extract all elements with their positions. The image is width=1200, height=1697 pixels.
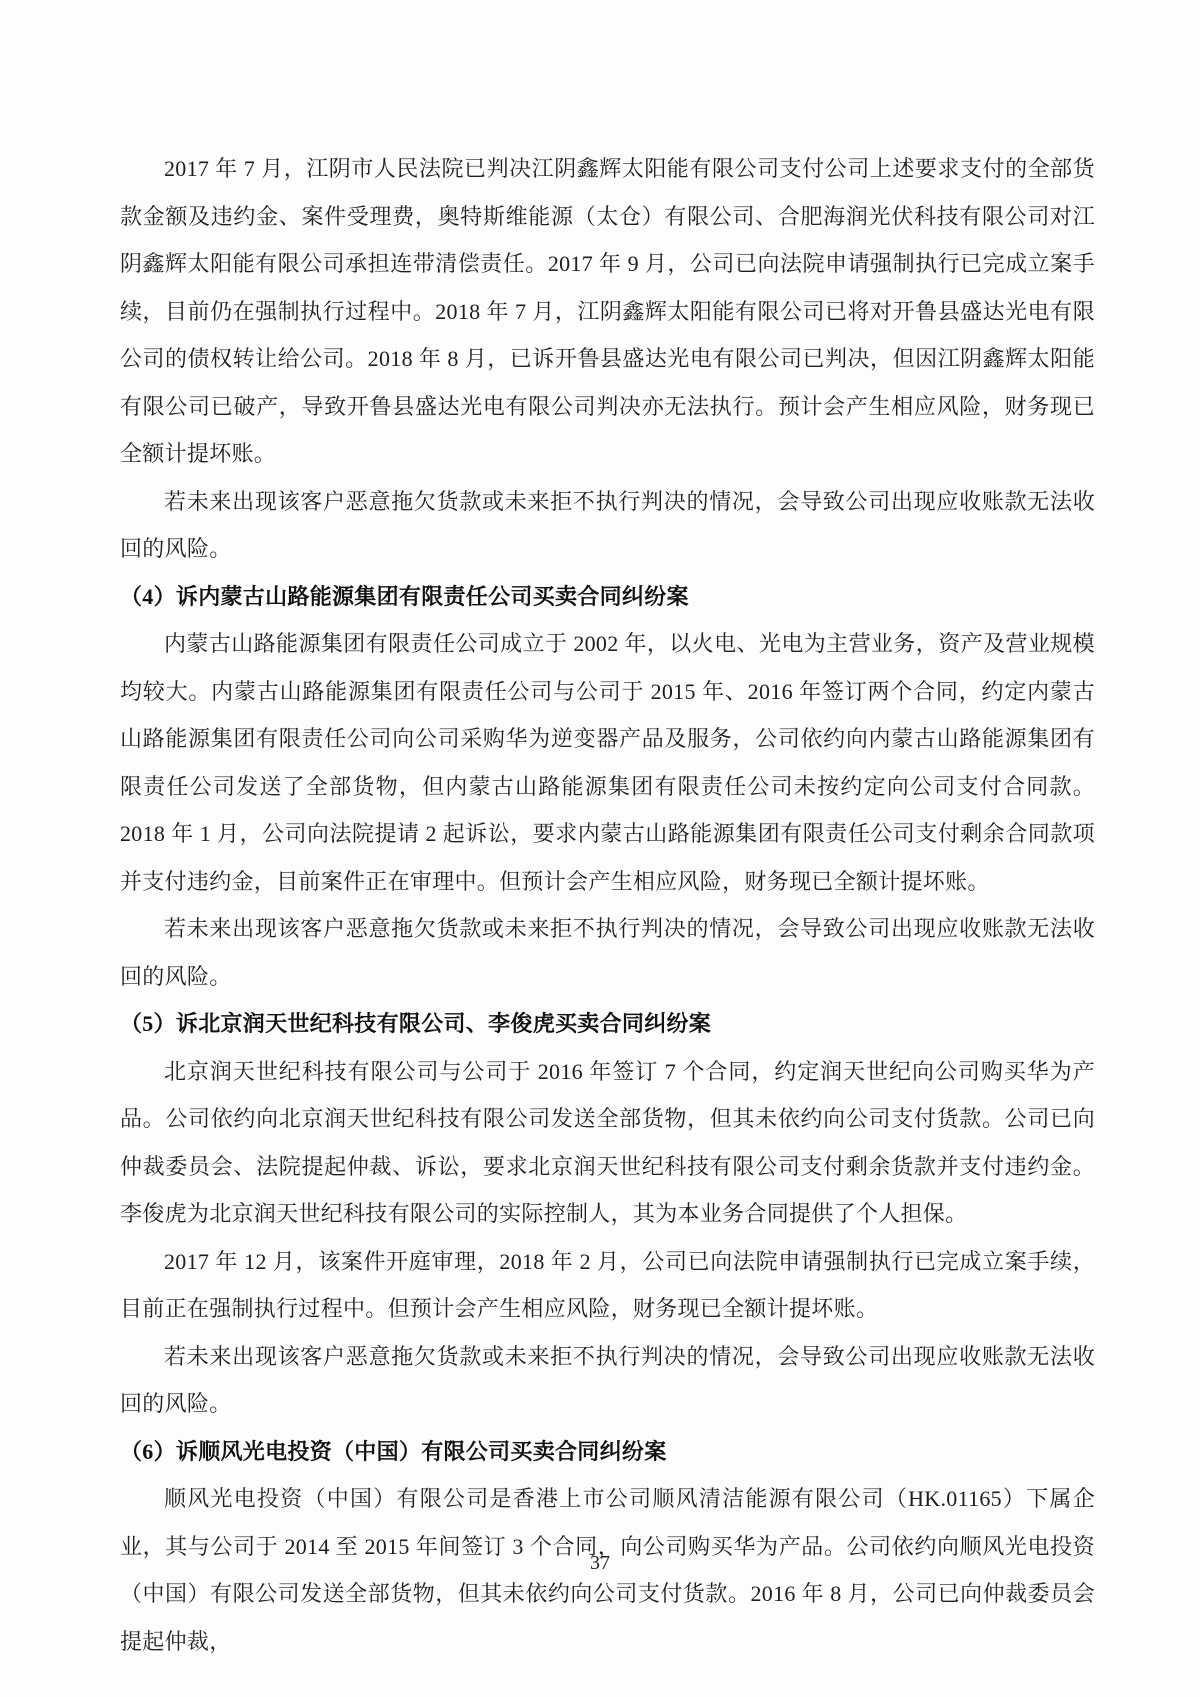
- page-number: 37: [590, 1552, 610, 1574]
- paragraph-case4-risk: 若未来出现该客户恶意拖欠货款或未来拒不执行判决的情况，会导致公司出现应收账款无法收回的风险。: [120, 916, 1095, 989]
- section-heading-case4: （4）诉内蒙古山路能源集团有限责任公司买卖合同纠纷案: [120, 583, 689, 609]
- paragraph-case3-risk: 若未来出现该客户恶意拖欠货款或未来拒不执行判决的情况，会导致公司出现应收账款无法收回的风险。: [120, 488, 1095, 561]
- paragraph-case6-details: 顺风光电投资（中国）有限公司是香港上市公司顺风清洁能源有限公司（HK.01165）下属企业，其与公司于 2014 至 2015 年间签订 3 个合同，向公司购买华为产品。公司依约向顺风光电投资（中国）有限公司发送全部货物，但其未依约向公司支付货款。2016 年 8 月，公司已向仲裁委员会提起仲裁，: [120, 1486, 1095, 1654]
- section-heading-case5: （5）诉北京润天世纪科技有限公司、李俊虎买卖合同纠纷案: [120, 1011, 712, 1036]
- paragraph-case4-details: 内蒙古山路能源集团有限责任公司成立于 2002 年，以火电、光电为主营业务，资产及营业规模均较大。内蒙古山路能源集团有限责任公司与公司于 2015 年、2016 年签订两个合同，约定内蒙古山路能源集团有限责任公司向公司采购华为逆变器产品及服务，公司依约向内蒙古山路能源集团有限责任公司发送了全部货物，但内蒙古山路能源集团有限责任公司未按约定向公司支付合同款。2018 年 1 月，公司向法院提请 2 起诉讼，要求内蒙古山路能源集团有限责任公司支付剩余合同款项并支付违约金，目前案件正在审理中。但预计会产生相应风险，财务现已全额计提坏账。: [120, 631, 1095, 894]
- paragraph-case5-details: 北京润天世纪科技有限公司与公司于 2016 年签订 7 个合同，约定润天世纪向公司购买华为产品。公司依约向北京润天世纪科技有限公司发送全部货物，但其未依约向公司支付货款。公司已向仲裁委员会、法院提起仲裁、诉讼，要求北京润天世纪科技有限公司支付剩余货款并支付违约金。李俊虎为北京润天世纪科技有限公司的实际控制人，其为本业务合同提供了个人担保。: [120, 1058, 1095, 1226]
- paragraph-case5-enforcement: 2017 年 12 月，该案件开庭审理，2018 年 2 月，公司已向法院申请强制执行已完成立案手续，目前正在强制执行过程中。但预计会产生相应风险，财务现已全额计提坏账。: [120, 1248, 1095, 1321]
- section-heading-case6: （6）诉顺风光电投资（中国）有限公司买卖合同纠纷案: [120, 1438, 667, 1464]
- document-body: [120, 145, 1095, 1665]
- paragraph-case3-judgment: 2017 年 7 月，江阴市人民法院已判决江阴鑫辉太阳能有限公司支付公司上述要求支付的全部货款金额及违约金、案件受理费，奥特斯维能源（太仓）有限公司、合肥海润光伏科技有限公司对江阴鑫辉太阳能有限公司承担连带清偿责任。2017 年 9 月，公司已向法院申请强制执行已完成立案手续，目前仍在强制执行过程中。2018 年 7 月，江阴鑫辉太阳能有限公司已将对开鲁县盛达光电有限公司的债权转让给公司。2018 年 8 月，已诉开鲁县盛达光电有限公司已判决，但因江阴鑫辉太阳能有限公司已破产，导致开鲁县盛达光电有限公司判决亦无法执行。预计会产生相应风险，财务现已全额计提坏账。: [120, 156, 1095, 466]
- paragraph-case5-risk: 若未来出现该客户恶意拖欠货款或未来拒不执行判决的情况，会导致公司出现应收账款无法收回的风险。: [120, 1343, 1095, 1416]
